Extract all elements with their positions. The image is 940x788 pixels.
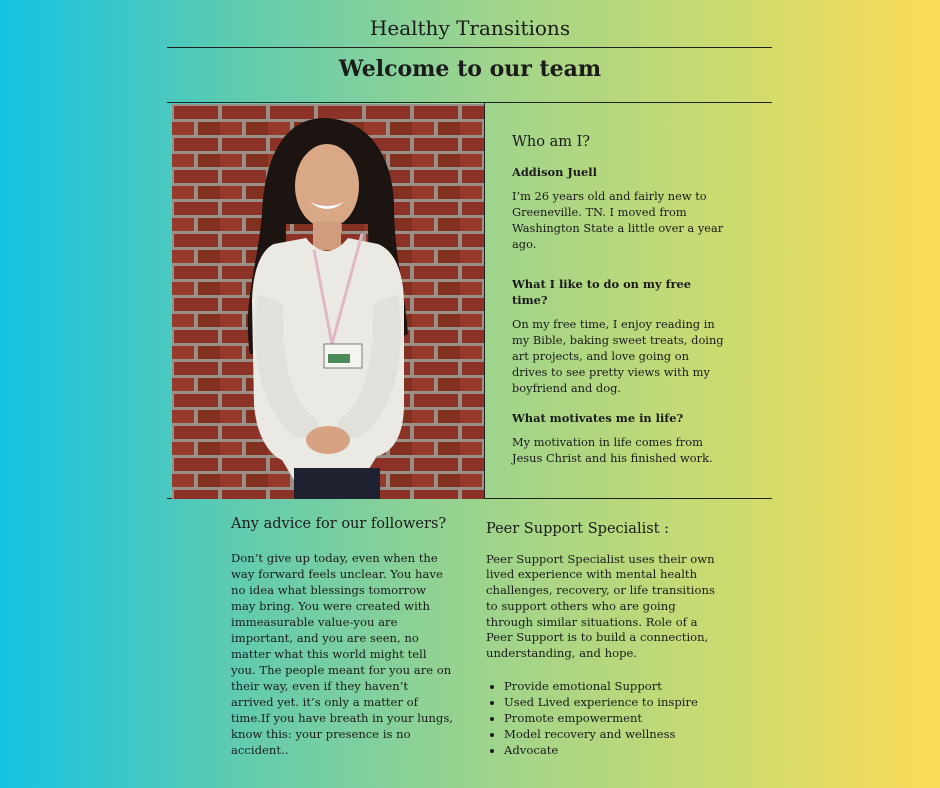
advice-section <box>231 516 453 758</box>
brand-name: Healthy Transitions <box>369 16 571 40</box>
profile-heading: Who am I? <box>512 134 591 150</box>
list-item: • Provide emotional Support <box>504 678 720 694</box>
team-member-photo <box>172 104 484 499</box>
list-item: • Model recovery and wellness <box>504 726 720 742</box>
profile-bio: I’m 26 years old and fairly new to Greeneville. TN. I moved from Washington State a little over a year ago. <box>512 189 724 251</box>
free-time-answer: On my free time, I enjoy reading in my Bible, baking sweet treats, doing art projects, and love going on drives to see pretty views with my boyfriend and dog. <box>512 317 724 395</box>
column-divider <box>484 102 485 499</box>
top-divider <box>167 47 772 48</box>
list-item: • Promote empowerment <box>504 710 720 726</box>
peer-support-section <box>486 522 720 758</box>
page-title: Welcome to our team <box>338 56 602 82</box>
advice-body: Don’t give up today, even when the way forward feels unclear. You have no idea what blessings tomorrow may bring. You were created with immeasurable value-you are important, and you are seen, no matter what this world might tell you. The people meant for you are on their way, even if they haven’t arrived yet. it’s only a matter of time.If you have breath in your lungs, know this: your presence is no accident.. <box>231 551 453 757</box>
profile-panel <box>512 134 724 490</box>
peer-support-heading: Peer Support Specialist : <box>486 521 669 537</box>
free-time-question: What I like to do on my free time? <box>512 277 691 307</box>
list-item: • Used Lived experience to inspire <box>504 694 720 710</box>
profile-name: Addison Juell <box>512 165 597 179</box>
motivation-answer: My motivation in life comes from Jesus Christ and his finished work. <box>512 435 713 465</box>
peer-support-body: Peer Support Specialist uses their own lived experience with mental health challenges, recovery, or life transitions to support others who are going through similar situations. Role of a Peer Support is to build a connection, understanding, and hope. <box>486 551 715 660</box>
advice-heading: Any advice for our followers? <box>231 516 447 532</box>
motivation-question: What motivates me in life? <box>512 411 684 425</box>
list-item: • Advocate <box>504 742 720 758</box>
peer-support-list <box>486 678 720 758</box>
